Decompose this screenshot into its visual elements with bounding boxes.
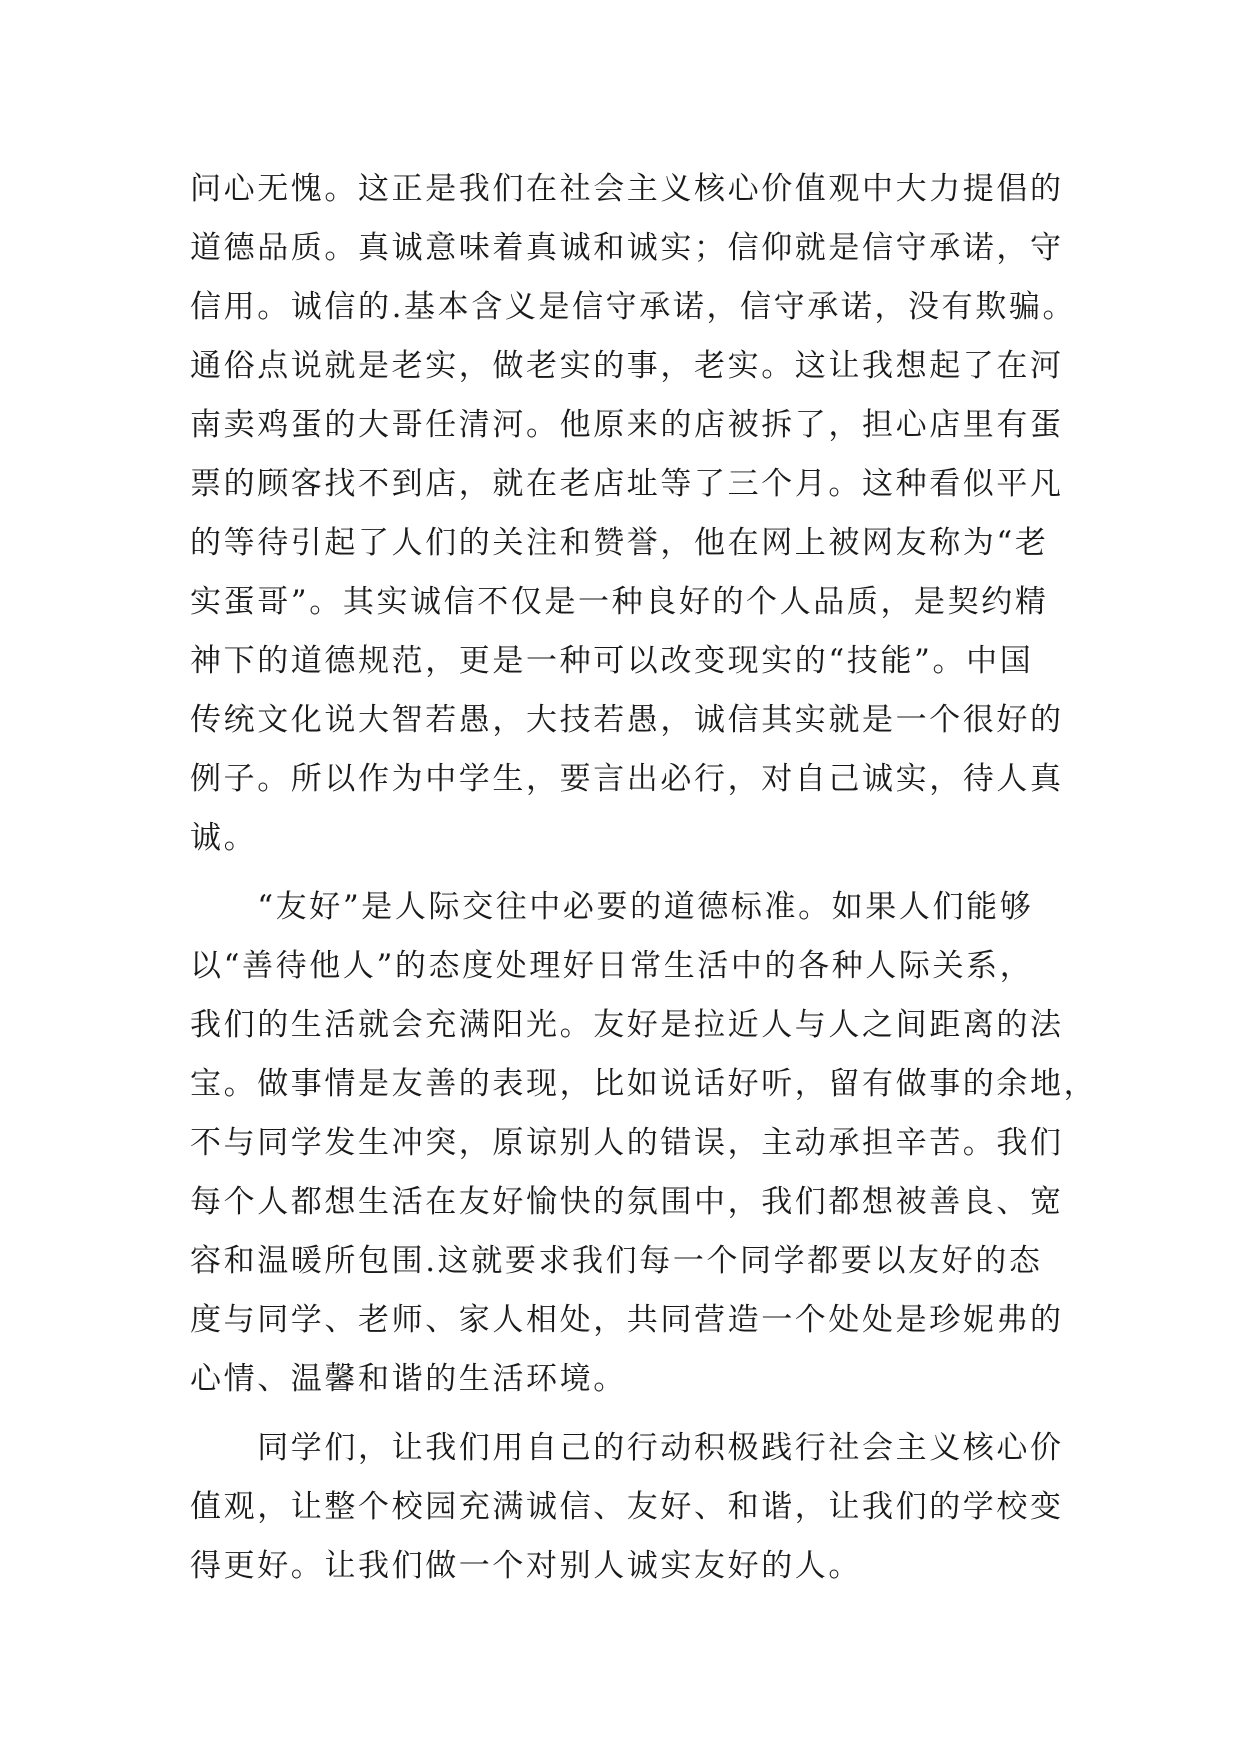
text-line: 道德品质。真诚意味着真诚和诚实；信仰就是信守承诺，守 <box>190 230 1064 266</box>
text-line: 神下的道德规范，更是一种可以改变现实的“技能”。中国 <box>190 643 1034 679</box>
text-line: 实蛋哥”。其实诚信不仅是一种良好的个人品质，是契约精 <box>190 584 1049 620</box>
text-line: 南卖鸡蛋的大哥任清河。他原来的店被拆了，担心店里有蛋 <box>190 407 1064 443</box>
text-line: 的等待引起了人们的关注和赞誉，他在网上被网友称为“老 <box>190 525 1049 561</box>
text-line: 宝。做事情是友善的表现，比如说话好听，留有做事的余地， <box>190 1066 1098 1102</box>
text-line: 以“善待他人”的态度处理好日常生活中的各种人际关系， <box>190 948 1034 984</box>
text-line: “友好”是人际交往中必要的道德标准。如果人们能够 <box>190 889 1034 925</box>
text-line: 诚。 <box>190 820 258 856</box>
body-text <box>190 160 1098 1596</box>
paragraph-friendliness <box>190 878 1098 1409</box>
paragraph-gap <box>190 1409 1090 1419</box>
paragraph-integrity <box>190 160 1090 868</box>
text-line: 心情、温馨和谐的生活环境。 <box>190 1361 627 1397</box>
text-line: 传统文化说大智若愚，大技若愚，诚信其实就是一个很好的 <box>190 702 1064 738</box>
paragraph-conclusion <box>190 1419 1090 1596</box>
text-line: 信用。诚信的.基本含义是信守承诺，信守承诺，没有欺骗。 <box>190 289 1077 325</box>
text-line: 容和温暖所包围.这就要求我们每一个同学都要以友好的态 <box>190 1243 1043 1279</box>
text-line: 度与同学、老师、家人相处，共同营造一个处处是珍妮弗的 <box>190 1302 1064 1338</box>
text-line: 我们的生活就会充满阳光。友好是拉近人与人之间距离的法 <box>190 1007 1064 1043</box>
text-line: 票的顾客找不到店，就在老店址等了三个月。这种看似平凡 <box>190 466 1064 502</box>
text-line: 同学们，让我们用自己的行动积极践行社会主义核心价 <box>190 1430 1064 1466</box>
text-line: 问心无愧。这正是我们在社会主义核心价值观中大力提倡的 <box>190 171 1064 207</box>
text-line: 每个人都想生活在友好愉快的氛围中，我们都想被善良、宽 <box>190 1184 1064 1220</box>
text-line: 不与同学发生冲突，原谅别人的错误，主动承担辛苦。我们 <box>190 1125 1064 1161</box>
text-line: 值观，让整个校园充满诚信、友好、和谐，让我们的学校变 <box>190 1489 1064 1525</box>
text-line: 通俗点说就是老实，做老实的事，老实。这让我想起了在河 <box>190 348 1064 384</box>
paragraph-gap <box>190 868 1090 878</box>
text-line: 例子。所以作为中学生，要言出必行，对自己诚实，待人真 <box>190 761 1064 797</box>
text-line: 得更好。让我们做一个对别人诚实友好的人。 <box>190 1548 862 1584</box>
